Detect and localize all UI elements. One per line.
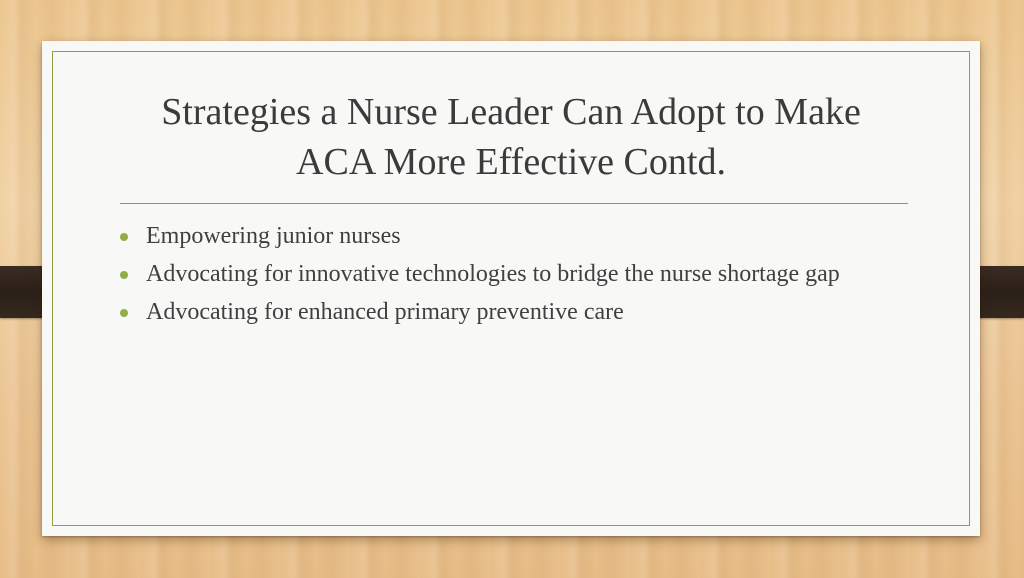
bullet-dot-icon <box>120 271 128 279</box>
bullet-item <box>120 297 880 327</box>
bullet-item <box>120 221 880 251</box>
bullet-list <box>120 221 880 335</box>
slide-card <box>42 41 980 536</box>
bullet-text: Advocating for enhanced primary preventive care <box>146 299 624 325</box>
bullet-dot-icon <box>120 309 128 317</box>
slide-title-line-1: Strategies a Nurse Leader Can Adopt to Make <box>161 91 861 133</box>
slide-title <box>82 87 940 187</box>
bullet-text: Empowering junior nurses <box>146 223 401 249</box>
bullet-item <box>120 259 880 289</box>
bullet-dot-icon <box>120 233 128 241</box>
bullet-text: Advocating for innovative technologies to bridge the nurse shortage gap <box>146 261 840 287</box>
title-divider <box>120 203 908 204</box>
slide-title-line-2: ACA More Effective Contd. <box>296 141 726 183</box>
